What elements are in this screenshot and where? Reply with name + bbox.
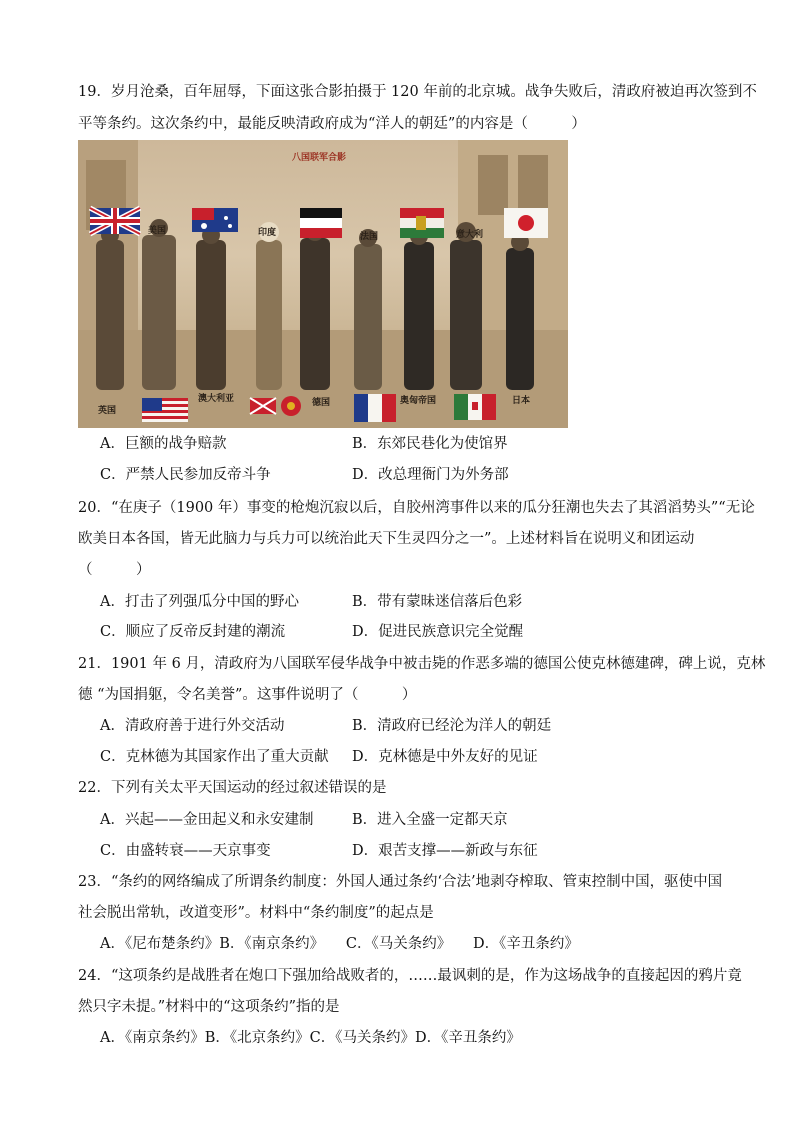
label-austria-hungary: 奥匈帝国: [400, 396, 437, 406]
flag-italy: [454, 394, 496, 420]
q19-option-d[interactable]: D．改总理衙门为外务部: [352, 467, 509, 483]
q22-option-b[interactable]: B．进入全盛一定都天京: [352, 812, 508, 828]
label-italy: 意大利: [456, 230, 484, 240]
label-uk: 英国: [98, 406, 117, 416]
flag-australia-top: [192, 208, 238, 232]
q23-options[interactable]: A．《尼布楚条约》B．《南京条约》 C．《马关条约》 D．《辛丑条约》: [100, 936, 579, 952]
q22-line-1: 22．下列有关太平天国运动的经过叙述错误的是: [78, 780, 387, 796]
label-japan: 日本: [512, 396, 531, 406]
q19-option-c[interactable]: C．严禁人民参加反帝斗争: [100, 467, 271, 483]
q24-line-2: 然只字未提。”材料中的“这项条约”指的是: [78, 999, 340, 1015]
q20-line-1: 20．“在庚子（1900 年）事变的枪炮沉寂以后，自胶州湾事件以来的瓜分狂潮也失去了其滔滔势头”“无论: [78, 500, 755, 516]
q20-line-3: （ ）: [78, 562, 151, 578]
label-us: 美国: [148, 226, 167, 236]
flag-france: [354, 394, 396, 422]
flag-uk-bottom: [250, 396, 301, 416]
eight-nation-alliance-photo: [78, 140, 568, 428]
q23-line-2: 社会脱出常轨，改道变形”。材料中“条约制度”的起点是: [78, 905, 434, 921]
q20-option-d[interactable]: D．促进民族意识完全觉醒: [352, 624, 524, 640]
q23-line-1: 23．“条约的网络编成了所谓条约制度：外国人通过条约‘合法’地剥夺榨取、管束控制中国，驱使中国: [78, 874, 723, 890]
flag-austria-hungary-top: [400, 208, 444, 238]
photo-title: 八国联军合影: [291, 153, 346, 163]
q22-option-a[interactable]: A．兴起——金田起义和永安建制: [100, 812, 314, 828]
q21-option-d[interactable]: D．克林德是中外友好的见证: [352, 749, 538, 765]
q19-line-2: 平等条约。这次条约中，最能反映清政府成为“洋人的朝廷”的内容是（ ）: [78, 116, 586, 132]
q20-line-2: 欧美日本各国，皆无此脑力与兵力可以统治此天下生灵四分之一”。上述材料旨在说明义和团运动: [78, 531, 695, 547]
q21-option-b[interactable]: B．清政府已经沦为洋人的朝廷: [352, 718, 552, 734]
q21-option-a[interactable]: A．清政府善于进行外交活动: [100, 718, 285, 734]
q22-option-c[interactable]: C．由盛转衰——天京事变: [100, 843, 271, 859]
q24-line-1: 24．“这项条约是战胜者在炮口下强加给战败者的，……最讽刺的是，作为这场战争的直接起因的鸦片竟: [78, 968, 742, 984]
q19-option-a[interactable]: A．巨额的战争赔款: [100, 436, 227, 452]
label-australia: 澳大利亚: [198, 394, 235, 404]
label-germany: 德国: [312, 398, 331, 408]
photo-illustration: [78, 140, 568, 428]
q19-option-b[interactable]: B．东郊民巷化为使馆界: [352, 436, 508, 452]
flag-germany-empire: [300, 208, 342, 238]
q21-option-c[interactable]: C．克林德为其国家作出了重大贡献: [100, 749, 329, 765]
q22-option-d[interactable]: D．艰苦支撑——新政与东征: [352, 843, 538, 859]
flag-uk-top: [90, 208, 140, 234]
q20-option-a[interactable]: A．打击了列强瓜分中国的野心: [100, 594, 299, 610]
q20-option-b[interactable]: B．带有蒙昧迷信落后色彩: [352, 594, 523, 610]
q21-line-1: 21．1901 年 6 月，清政府为八国联军侵华战争中被击毙的作恶多端的德国公使克林德建碑，碑上说，克林: [78, 656, 766, 672]
label-france: 法国: [360, 232, 379, 242]
label-india: 印度: [258, 228, 277, 238]
q19-line-1: 19．岁月沧桑，百年屈辱，下面这张合影拍摄于 120 年前的北京城。战争失败后，清政府被迫再次签到不: [78, 84, 757, 100]
flag-usa: [142, 398, 188, 422]
q20-option-c[interactable]: C．顺应了反帝反封建的潮流: [100, 624, 286, 640]
flag-japan: [504, 208, 548, 238]
q24-options[interactable]: A．《南京条约》B．《北京条约》C．《马关条约》D．《辛丑条约》: [100, 1030, 521, 1046]
q21-line-2: 德 “为国捐躯，令名美誉”。这事件说明了（ ）: [78, 687, 417, 703]
